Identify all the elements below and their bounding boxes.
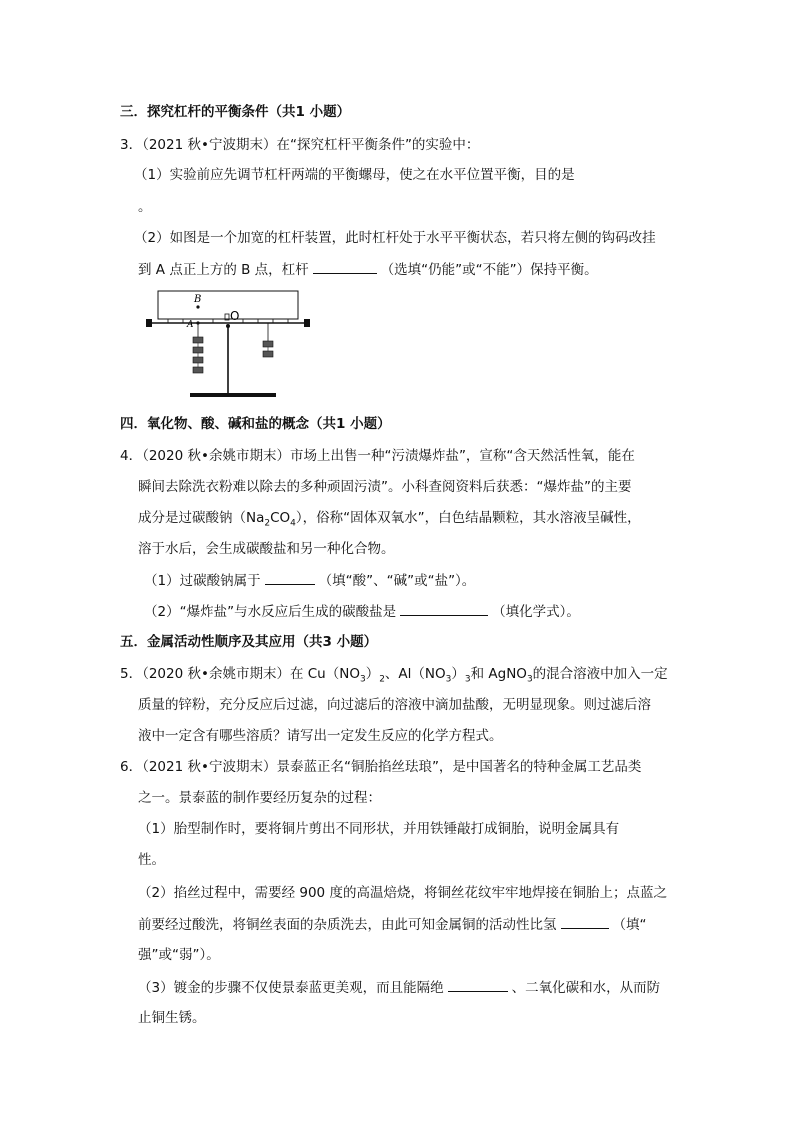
question-6-part-3: [138, 977, 660, 998]
question-4-part-2: [144, 601, 580, 622]
q4-text-c: ），俗称“固体双氧水”，白色结晶颗粒，其水溶液呈碱性，: [295, 510, 641, 526]
answer-blank[interactable]: [400, 601, 488, 616]
q5-text-b: ）: [365, 666, 380, 682]
q4-p2-text-a: （2）“爆炸盐”与水反应后生成的碳酸盐是: [144, 604, 397, 620]
question-6-part-2-line3: 强”或“弱”）。: [138, 947, 220, 963]
question-3-part-1: （1）实验前应先调节杠杆两端的平衡螺母，使之在水平位置平衡，目的是: [134, 167, 575, 183]
label-o: O: [230, 309, 240, 323]
q4-p2-text-b: （填化学式）。: [492, 604, 580, 620]
question-4-part-1: [144, 570, 475, 591]
q5-text-c: 、Al（NO: [384, 666, 446, 682]
q4-sub-2: 4: [290, 518, 296, 529]
question-5-line1: [120, 664, 668, 690]
q5-sub-3: 3: [445, 674, 452, 685]
q5-text-e: 和 AgNO: [470, 666, 527, 682]
section-5-heading: 五．金属活动性顺序及其应用（共3 小题）: [120, 634, 378, 650]
q4-sub-1: 2: [264, 518, 271, 529]
q6-p2-text-b: （填“: [612, 917, 647, 933]
stand-base: [190, 393, 276, 397]
q6-p3-text-b: 、二氧化碳和水，从而防: [511, 980, 661, 996]
q5-text-d: ）: [451, 666, 465, 682]
section-4-heading: 四．氧化物、酸、碱和盐的概念（共1 小题）: [120, 416, 391, 432]
q6-p3-text-a: （3）镀金的步骤不仅使景泰蓝更美观，而且能隔绝: [138, 980, 444, 996]
q5-sub-5: 3: [526, 674, 533, 685]
left-nut: [146, 319, 152, 327]
question-6-part-2: （2）掐丝过程中，需要经 900 度的高温焙烧，将铜丝花纹牢牢地焊接在铜胎上；点蓝之: [138, 885, 667, 901]
q4-p1-text-b: （填“酸”、“碱”或“盐”）。: [318, 573, 476, 589]
q4-text-b: CO: [270, 510, 291, 526]
question-4-line3: [138, 508, 641, 534]
point-b: [196, 305, 199, 308]
question-6-part-1-end: 性。: [138, 852, 165, 868]
question-3-part-2-line2: [138, 259, 598, 280]
question-3-part-2: （2）如图是一个加宽的杠杆装置，此时杠杆处于水平平衡状态，若只将左侧的钩码改挂: [134, 230, 656, 246]
q5-text-a: 5．（2020 秋•余姚市期末）在 Cu（NO: [120, 666, 360, 682]
lever-board: [158, 291, 298, 319]
q6-p2-text-a: 前要经过酸洗，将铜丝表面的杂质洗去，由此可知金属铜的活动性比氢: [138, 917, 557, 933]
left-weights: [193, 337, 203, 373]
q5-text-f: 的混合溶液中加入一定: [532, 666, 668, 682]
right-weights: [263, 341, 273, 357]
question-5-line2: 质量的锌粉，充分反应后过滤，向过滤后的溶液中滴加盐酸，无明显现象。则过滤后溶: [138, 697, 651, 713]
question-3-part-1-end: 。: [138, 199, 152, 215]
answer-blank[interactable]: [448, 977, 508, 992]
q3-text-b: （选填“仍能”或“不能”）保持平衡。: [380, 262, 598, 278]
answer-blank[interactable]: [265, 570, 315, 585]
question-3-stem: 3．（2021 秋•宁波期末）在“探究杠杆平衡条件”的实验中：: [120, 137, 480, 153]
question-4-line4: 溶于水后，会生成碳酸盐和另一种化合物。: [138, 541, 395, 557]
question-6-part-2-line2: [138, 914, 647, 935]
q4-p1-text-a: （1）过碳酸钠属于: [144, 573, 261, 589]
question-6-part-1: （1）胎型制作时，要将铜片剪出不同形状，并用铁锤敲打成铜胎，说明金属具有: [138, 821, 620, 837]
question-6-part-3-end: 止铜生锈。: [138, 1010, 206, 1026]
q5-sub-4: 3: [464, 674, 471, 685]
q4-text-a: 成分是过碳酸钠（Na: [138, 510, 265, 526]
right-nut: [304, 319, 310, 327]
question-5-line3: 液中一定含有哪些溶质？请写出一定发生反应的化学方程式。: [138, 728, 503, 744]
question-4-line1: 4．（2020 秋•余姚市期末）市场上出售一种“污渍爆炸盐”，宣称“含天然活性氧，能在: [120, 448, 635, 464]
q3-text-a: 到 A 点正上方的 B 点，杠杆: [138, 262, 309, 278]
answer-blank[interactable]: [561, 914, 609, 929]
lever-diagram: [138, 285, 318, 405]
q5-sub-2: 2: [379, 674, 385, 685]
label-a: A: [187, 320, 194, 330]
q5-sub-1: 3: [359, 674, 366, 685]
section-3-heading: 三．探究杠杆的平衡条件（共1 小题）: [120, 104, 351, 120]
question-4-line2: 瞬间去除洗衣粉难以除去的多种顽固污渍”。小科查阅资料后获悉：“爆炸盐”的主要: [138, 479, 632, 495]
question-6-line2: 之一。景泰蓝的制作要经历复杂的过程：: [138, 790, 381, 806]
answer-blank[interactable]: [313, 259, 377, 274]
question-6-line1: 6．（2021 秋•宁波期末）景泰蓝正名“铜胎掐丝珐琅”，是中国著名的特种金属工艺品类: [120, 759, 642, 775]
label-b: B: [194, 294, 202, 305]
